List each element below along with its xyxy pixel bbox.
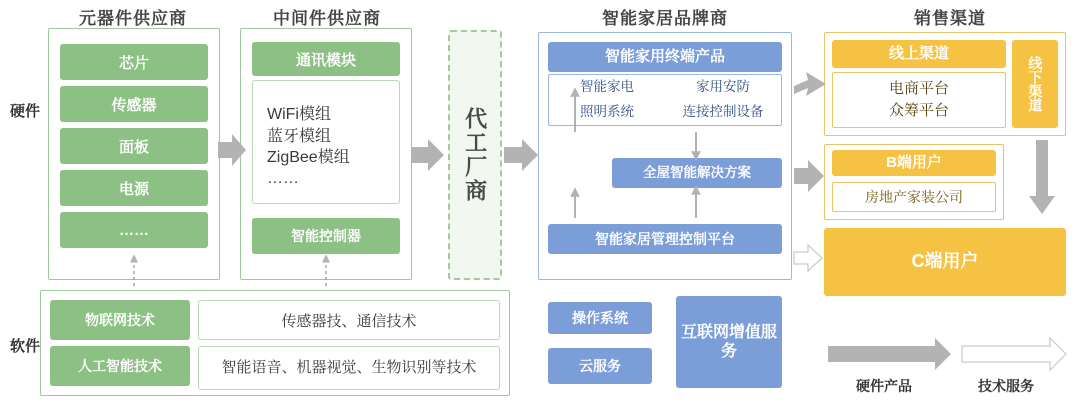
operating-system[interactable]: 操作系统 (548, 302, 652, 334)
terminal-item-security: 家用安防 (696, 79, 750, 95)
whole-house-solution[interactable]: 全屋智能解决方案 (612, 158, 782, 188)
row-label-software: 软件 (9, 338, 40, 355)
terminal-item-lighting: 照明系统 (580, 104, 634, 120)
component-more[interactable]: …… (60, 212, 208, 248)
online-channel-title[interactable]: 线上渠道 (832, 40, 1006, 68)
management-platform[interactable]: 智能家居管理控制平台 (548, 224, 782, 254)
component-power[interactable]: 电源 (60, 170, 208, 206)
arrow-brand-to-online (794, 72, 826, 96)
terminal-item-control: 连接控制设备 (682, 104, 764, 120)
arrow-foundry-to-brand (504, 139, 538, 171)
c-user-box[interactable]: C端用户 (824, 228, 1066, 296)
arrow-platform-to-c-user (794, 245, 822, 271)
component-panel[interactable]: 面板 (60, 128, 208, 164)
voice-vision-tech: 智能语音、机器视觉、生物识别等技术 (198, 346, 500, 390)
online-item-crowdfunding: 众筹平台 (888, 102, 949, 119)
offline-channel-label: 线下渠道 (1027, 56, 1044, 112)
offline-channel-title[interactable] (1012, 40, 1058, 128)
terminal-products-title[interactable]: 智能家用终端产品 (548, 42, 782, 72)
internet-value-added-service[interactable]: 互联网增值服务 (676, 296, 782, 388)
column-header-components: 元器件供应商 (79, 9, 187, 28)
legend-arrow-tech (962, 338, 1066, 370)
module-more: …… (267, 169, 299, 187)
component-sensor[interactable]: 传感器 (60, 86, 208, 122)
module-zigbee: ZigBee模组 (267, 149, 350, 167)
arrow-online-to-c-user (1029, 140, 1055, 214)
cloud-service[interactable]: 云服务 (548, 348, 652, 384)
legend-arrow-hardware (828, 338, 951, 370)
column-header-middleware: 中间件供应商 (273, 9, 381, 28)
ai-tech[interactable]: 人工智能技术 (50, 346, 190, 386)
legend-hardware-product: 硬件产品 (856, 378, 912, 394)
foundry-label: 代工厂商 (462, 107, 488, 203)
sensor-comm-tech: 传感器技、通信技术 (198, 300, 500, 340)
arrow-middleware-to-foundry (412, 139, 444, 171)
b-user-title[interactable]: B端用户 (832, 150, 996, 176)
column-header-brand: 智能家居品牌商 (602, 9, 728, 28)
row-label-hardware: 硬件 (9, 103, 40, 120)
legend-tech-service: 技术服务 (978, 378, 1034, 394)
column-header-channels: 销售渠道 (914, 9, 986, 28)
module-wifi: WiFi模组 (267, 106, 331, 124)
iot-tech[interactable]: 物联网技术 (50, 300, 190, 340)
middleware-title[interactable]: 通讯模块 (252, 42, 400, 76)
arrow-brand-to-b-user (794, 160, 824, 192)
foundry-box[interactable] (448, 30, 502, 280)
component-chip[interactable]: 芯片 (60, 44, 208, 80)
b-user-detail: 房地产家装公司 (832, 182, 996, 212)
online-item-ecommerce: 电商平台 (888, 79, 949, 97)
smart-controller[interactable]: 智能控制器 (252, 218, 400, 254)
module-bluetooth: 蓝牙模组 (267, 127, 332, 145)
terminal-item-appliance: 智能家电 (580, 79, 634, 95)
middleware-module-list (252, 80, 400, 204)
online-channel-list (832, 72, 1006, 128)
terminal-products-list (548, 74, 782, 126)
